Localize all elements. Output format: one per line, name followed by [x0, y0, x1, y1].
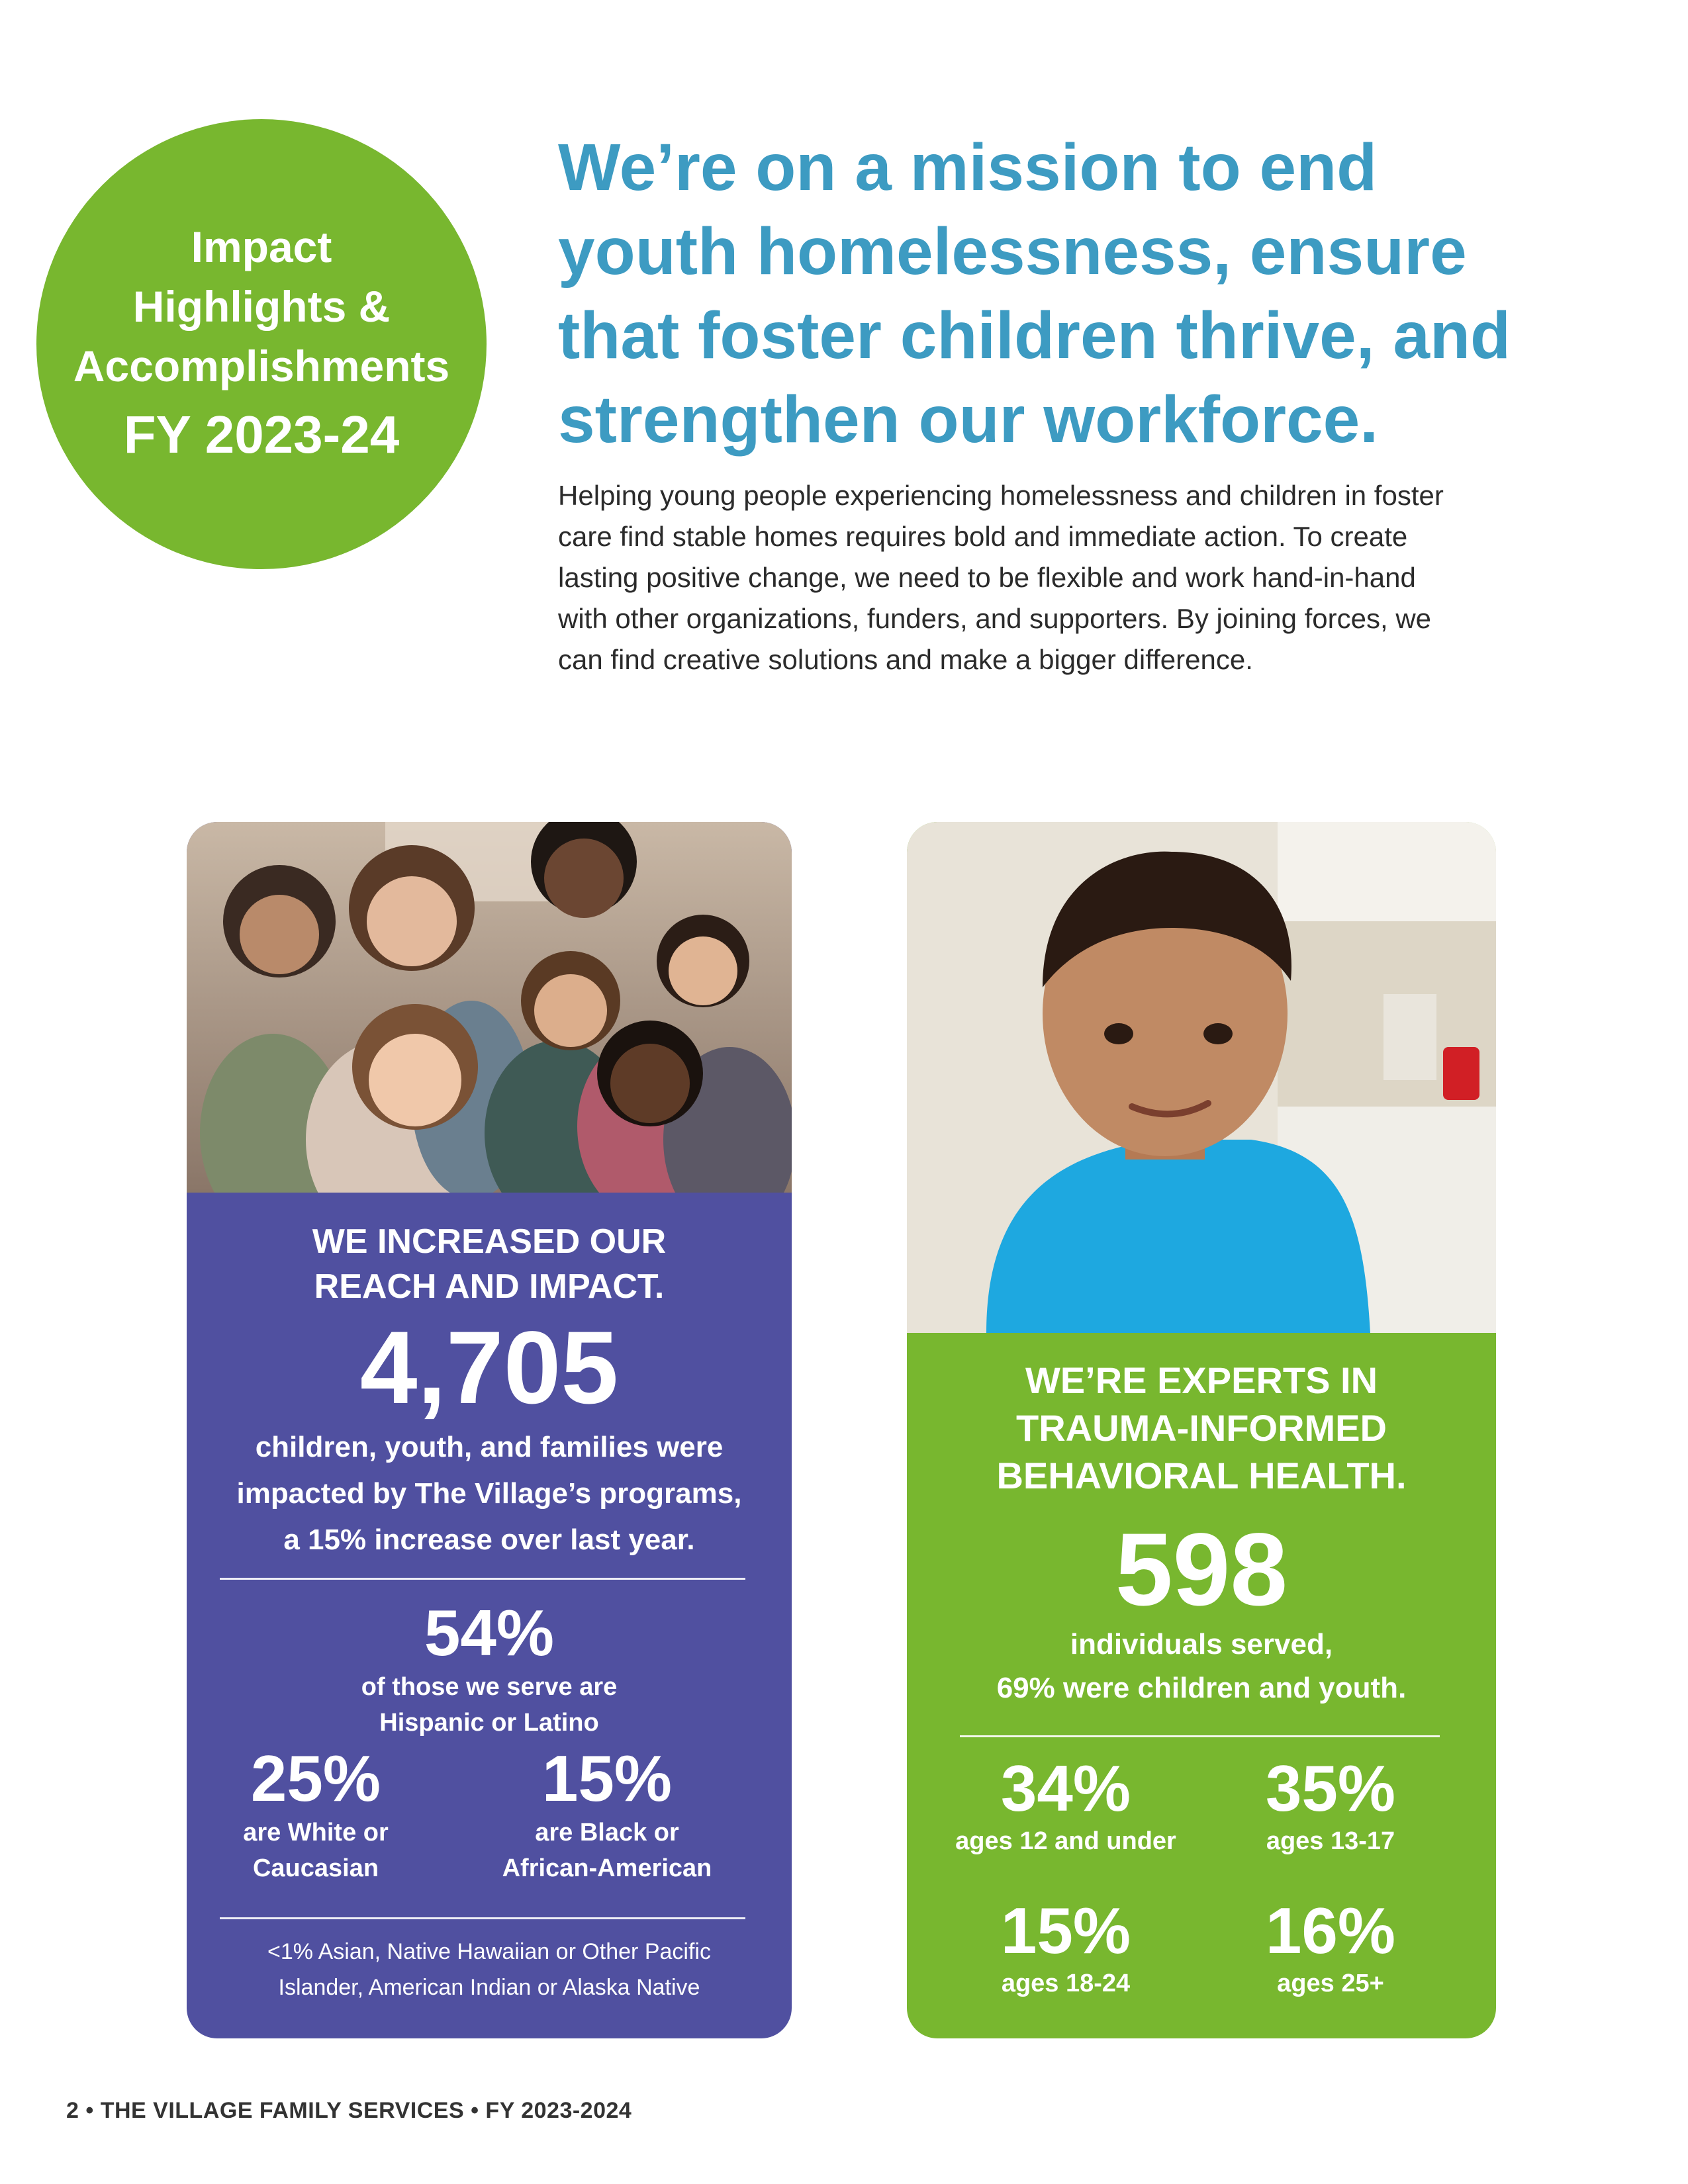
health-caption — [907, 1623, 1496, 1710]
stat-age-25-label: ages 25+ — [1277, 1970, 1384, 1997]
stat-black-value: 15% — [541, 1742, 673, 1815]
badge-year: FY 2023-24 — [123, 405, 400, 464]
headline-line-4: strengthen our workforce. — [558, 383, 1379, 457]
stat-hispanic-label — [187, 1669, 792, 1741]
impact-badge — [36, 119, 487, 569]
health-big-number: 598 — [1115, 1512, 1288, 1627]
stat-age-12-label: ages 12 and under — [955, 1827, 1176, 1855]
stat-age-12-value: 34% — [1000, 1752, 1131, 1825]
stat-age-25-value: 16% — [1265, 1894, 1396, 1967]
headline-line-1: We’re on a mission to end — [558, 130, 1378, 205]
reach-heading-line-1: WE INCREASED OUR — [312, 1222, 667, 1261]
health-heading-line-3: BEHAVIORAL HEALTH. — [996, 1455, 1407, 1496]
reach-caption-line-3: a 15% increase over last year. — [283, 1524, 695, 1556]
health-caption-line-1: individuals served, — [1070, 1628, 1333, 1661]
stat-black-label-line-1: are Black or — [535, 1819, 679, 1846]
stat-white-label-line-1: are White or — [243, 1819, 389, 1846]
reach-heading — [187, 1219, 792, 1309]
stat-hispanic-label-line-2: Hispanic or Latino — [379, 1709, 599, 1737]
stat-hispanic-label-line-1: of those we serve are — [361, 1673, 618, 1701]
reach-caption — [187, 1424, 792, 1563]
stat-white-label-line-2: Caucasian — [252, 1854, 379, 1882]
health-heading-line-1: WE’RE EXPERTS IN — [1025, 1359, 1378, 1401]
page-footer: 2 • THE VILLAGE FAMILY SERVICES • FY 2023-2024 — [66, 2098, 632, 2123]
reach-caption-line-1: children, youth, and families were — [255, 1431, 724, 1463]
headline-line-3: that foster children thrive, and — [558, 298, 1511, 373]
behavioral-health-card — [907, 822, 1496, 2038]
stat-white-value: 25% — [250, 1742, 381, 1815]
health-divider — [960, 1735, 1440, 1737]
stat-hispanic-value: 54% — [424, 1596, 555, 1669]
children-group-photo — [187, 822, 792, 1193]
health-caption-line-2: 69% were children and youth. — [996, 1672, 1407, 1704]
reach-impact-card — [187, 822, 792, 2038]
stat-black-label-line-2: African-American — [502, 1854, 712, 1882]
reach-footnote — [187, 1934, 792, 2005]
intro-line-3: lasting positive change, we need to be flexible and work hand-in-hand — [558, 562, 1416, 593]
intro-paragraph — [558, 475, 1551, 680]
health-heading-line-2: TRAUMA-INFORMED — [1016, 1407, 1387, 1449]
reach-caption-line-2: impacted by The Village’s programs, — [236, 1477, 742, 1510]
reach-divider-1 — [220, 1578, 745, 1580]
page-headline — [558, 126, 1617, 462]
boy-portrait-photo — [907, 822, 1496, 1333]
intro-line-4: with other organizations, funders, and supporters. By joining forces, we — [558, 603, 1432, 634]
stat-age-18-value: 15% — [1000, 1894, 1131, 1967]
headline-line-2: youth homelessness, ensure — [558, 214, 1467, 289]
reach-divider-2 — [220, 1917, 745, 1919]
stat-age-18-label: ages 18-24 — [1001, 1970, 1131, 1997]
intro-line-5: can find creative solutions and make a bigger difference. — [558, 644, 1253, 675]
intro-line-1: Helping young people experiencing homelessness and children in foster — [558, 480, 1444, 511]
badge-line-3: Accomplishments — [73, 341, 450, 390]
reach-heading-line-2: REACH AND IMPACT. — [314, 1267, 665, 1306]
stat-age-13-label: ages 13-17 — [1266, 1827, 1395, 1855]
intro-line-2: care find stable homes requires bold and immediate action. To create — [558, 521, 1408, 552]
stat-age-13-value: 35% — [1265, 1752, 1396, 1825]
badge-line-1: Impact — [191, 222, 332, 271]
reach-big-number: 4,705 — [359, 1310, 619, 1426]
stat-white-label — [207, 1815, 425, 1886]
stat-black-label — [465, 1815, 749, 1886]
badge-line-2: Highlights & — [132, 282, 391, 331]
reach-footnote-line-1: <1% Asian, Native Hawaiian or Other Pacific — [267, 1939, 711, 1964]
reach-footnote-line-2: Islander, American Indian or Alaska Native — [278, 1975, 700, 2000]
health-heading — [907, 1357, 1496, 1500]
